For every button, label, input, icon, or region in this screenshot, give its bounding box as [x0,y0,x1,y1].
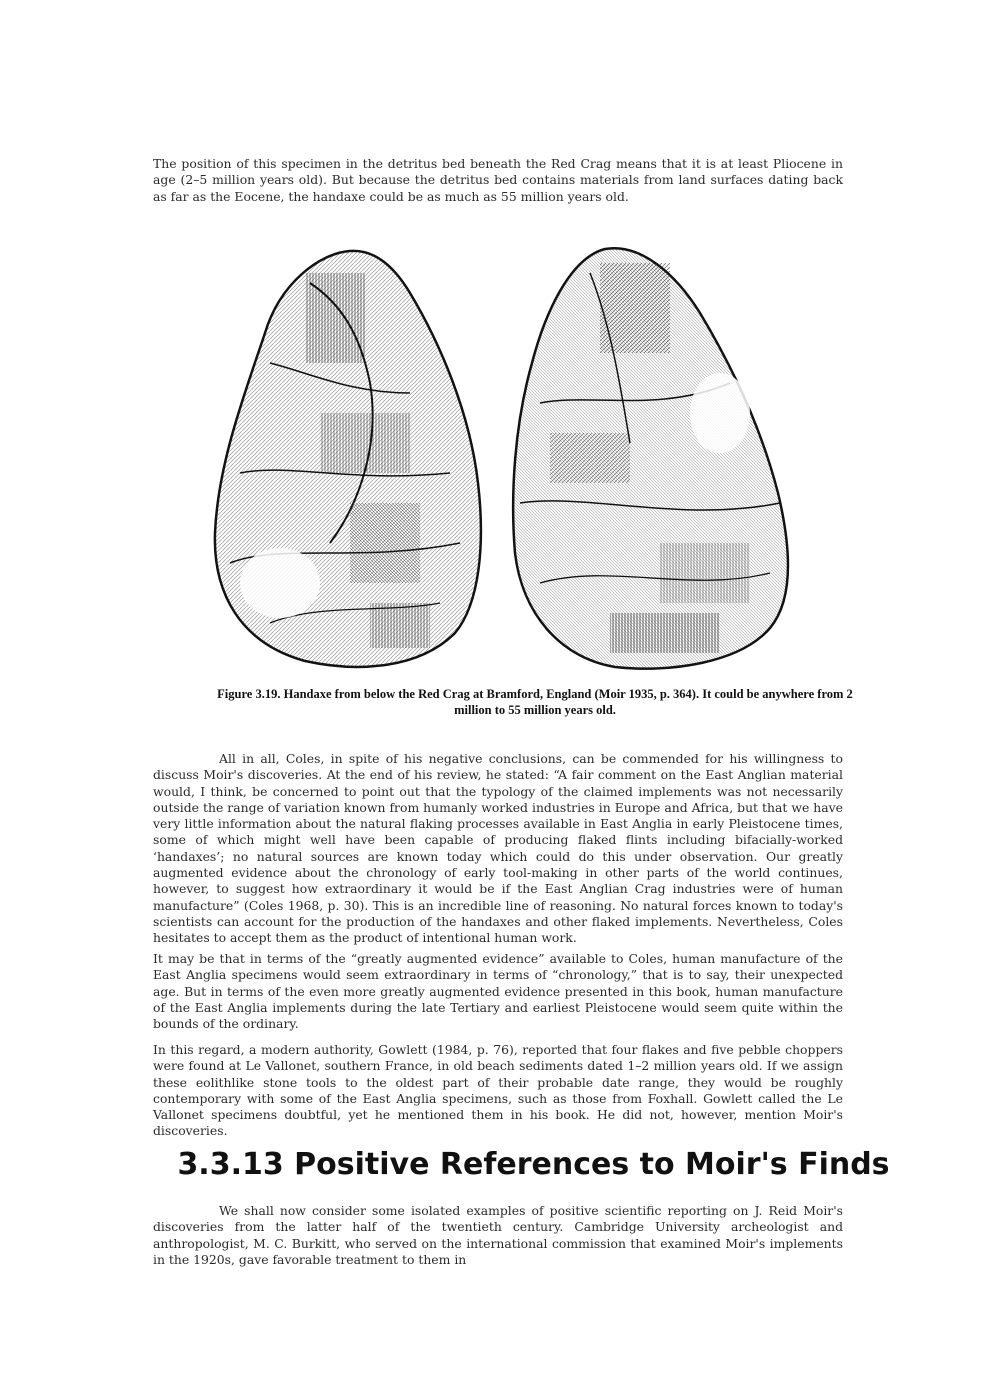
paragraph-augmented-evidence: It may be that in terms of the “greatly augmented evidence” available to Coles, human manufacture of the East Anglia specimens would seem extraordinary in terms of “chronology,” that is to say, their unexpected age. But in terms of the even more greatly augmented evidence presented in this book, human manufacture of the East Anglia implements during the late Tertiary and earliest Pleistocene would seem quite within the bounds of the ordinary. [153,951,843,1032]
paragraph-le-vallonet: In this regard, a modern authority, Gowlett (1984, p. 76), reported that four flakes and five pebble choppers were found at Le Vallonet, southern France, in old beach sediments dated 1–2 million years old. If we assign these eolithlike stone tools to the oldest part of their probable date range, they would be roughly contemporary with some of the East Anglia specimens, such as those from Foxhall. Gowlett called the Le Vallonet specimens doubtful, yet he mentioned them in his book. He did not, however, mention Moir's discoveries. [153,1042,843,1139]
paragraph-coles-review: All in all, Coles, in spite of his negative conclusions, can be commended for his willingness to discuss Moir's discoveries. At the end of his review, he stated: “A fair comment on the East Anglian material would, I think, be concerned to point out that the typology of the claimed implements was not necessarily outside the range of variation known from humanly worked industries in Europe and Africa, but that we have very little information about the natural flaking processes available in East Anglia in early Pleistocene times, some of which might well have been capable of producing flaked flints including bifacially-worked ‘handaxes’; no natural sources are known today which could do this under observation. Our greatly augmented evidence about the chronology of early tool-making in other parts of the world continues, however, to suggest how extraordinary it would be if the East Anglian Crag industries were of human manufacture” (Coles 1968, p. 30). This is an incredible line of reasoning. No natural forces known to today's scientists can account for the production of the handaxes and other flaked implements. Nevertheless, Coles hesitates to accept them as the product of intentional human work. [153,751,843,946]
handaxe-left-view [215,251,481,667]
paragraph-detritus-age: The position of this specimen in the detritus bed beneath the Red Crag means that it is at least Pliocene in age (2–5 million years old). But because the detritus bed contains materials from land surfaces dating back as far as the Eocene, the handaxe could be as much as 55 million years old. [153,156,843,204]
handaxe-illustration [210,243,800,673]
paragraph-positive-references: We shall now consider some isolated examples of positive scientific reporting on J. Reid Moir's discoveries from the latter half of the twentieth century. Cambridge University archeologist and anthropologist, M. C. Burkitt, who served on the international commission that examined Moir's implements in the 1920s, gave favorable treatment to them in [153,1203,843,1267]
section-heading: 3.3.13 Positive References to Moir's Finds [177,1147,890,1182]
handaxe-figure [210,243,800,673]
handaxe-right-view [513,248,788,668]
figure-caption: Figure 3.19. Handaxe from below the Red Crag at Bramford, England (Moir 1935, p. 364). It could be anywhere from 2 million to 55 million years old. [217,687,853,717]
